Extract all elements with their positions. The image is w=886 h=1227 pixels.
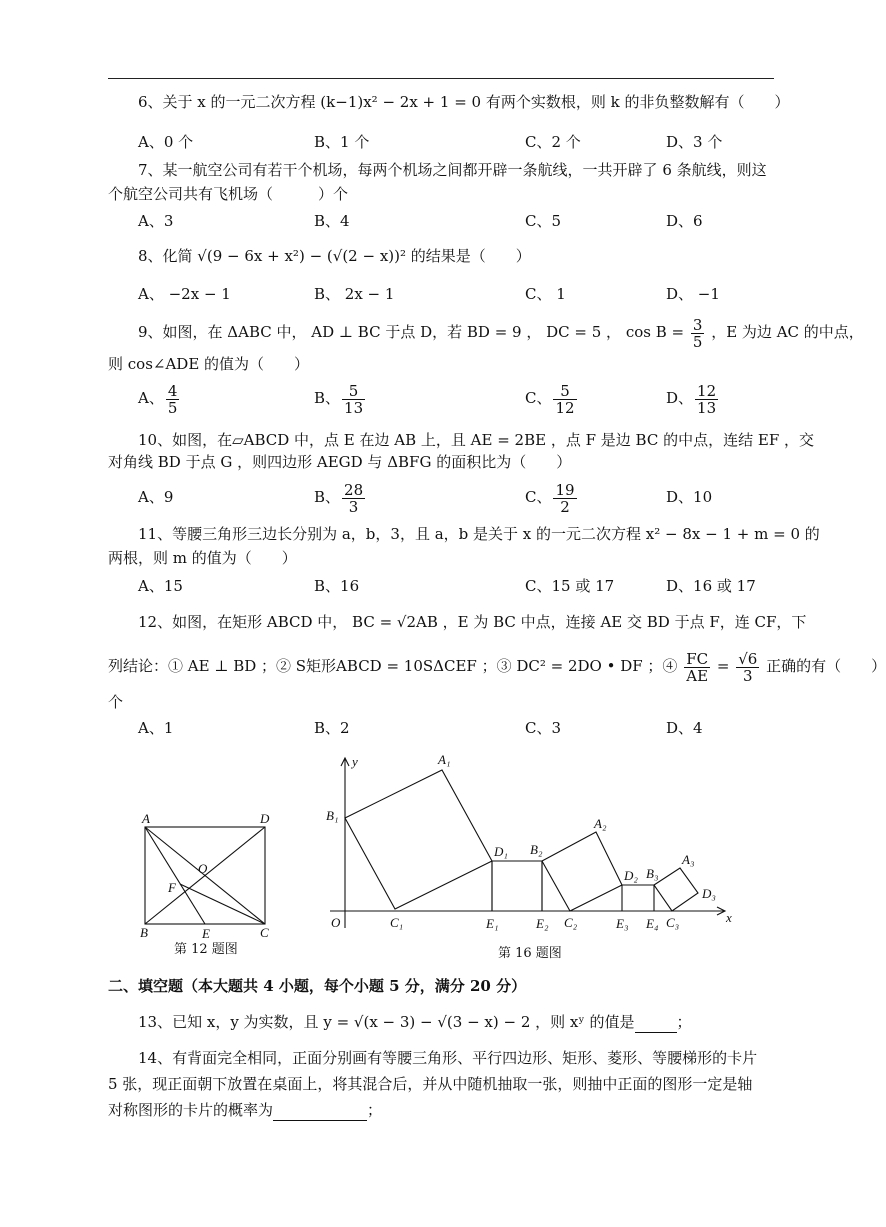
question-9-stem — [138, 314, 864, 350]
question-7-stem: 7、某一航空公司有若干个机场，每两个机场之间都开辟一条航线，一共开辟了 6 条航线，则这 — [138, 161, 767, 179]
question-6-stem: 6、关于 x 的一元二次方程 (k−1)x² − 2x + 1 = 0 有两个实数根，则 k 的非负整数解有（ ） — [138, 93, 790, 111]
question-8-option-c[interactable]: C、 1 — [525, 285, 566, 303]
question-14-stem-cont: 5 张，现正面朝下放置在桌面上，将其混合后，并从中随机抽取一张，则抽中正面的图形一定是轴 — [108, 1075, 753, 1093]
question-12-option-d[interactable]: D、4 — [666, 719, 703, 737]
question-8-option-d[interactable]: D、 −1 — [666, 285, 720, 303]
question-8-stem: 8、化简 √(9 − 6x + x²) − (√(2 − x))² 的结果是（ ） — [138, 247, 531, 265]
figure-12-caption: 第 12 题图 — [174, 942, 238, 957]
question-14-answer-blank[interactable] — [273, 1100, 367, 1121]
question-9-option-a[interactable]: A、 $\frac{4}{5}$ — [138, 381, 178, 417]
question-11-option-b[interactable]: B、16 — [314, 577, 360, 595]
question-10-stem: 10、如图，在▱ABCD 中，点 E 在边 AB 上，且 AE = 2BE ，点 F 是边 BC 的中点，连结 EF ，交 — [138, 431, 814, 449]
question-7-option-d[interactable]: D、6 — [666, 212, 703, 230]
fig16-label-e2: E₂ — [536, 916, 549, 931]
question-11-option-a[interactable]: A、15 — [138, 577, 183, 595]
question-6-option-c[interactable]: C、2 个 — [525, 133, 581, 151]
question-12-stem: 12、如图，在矩形 ABCD 中， BC = √2AB ，E 为 BC 中点，连接 AE 交 BD 于点 F，连 CF，下 — [138, 613, 807, 631]
question-6-option-d[interactable]: D、3 个 — [666, 133, 723, 151]
fig12-label-a: A — [142, 811, 150, 826]
fig16-label-d1: D₁ — [494, 844, 508, 859]
fig16-label-e4: E₄ — [646, 916, 659, 931]
question-7-option-a[interactable]: A、3 — [138, 212, 174, 230]
question-10-option-c[interactable]: C、 $\frac{19}{2}$ — [525, 480, 575, 516]
question-11-option-d[interactable]: D、16 或 17 — [666, 577, 756, 595]
section-2-title: 二、填空题（本大题共 4 小题，每个小题 5 分，满分 20 分） — [108, 977, 527, 995]
question-12-fraction-root6-3: $\frac{√6}{3}$ — [738, 649, 758, 685]
question-10-option-d[interactable]: D、10 — [666, 488, 713, 506]
fig12-label-o: O — [198, 861, 208, 876]
fig16-label-a2: A₂ — [594, 816, 607, 831]
question-11-stem: 11、等腰三角形三边长分别为 a，b，3，且 a，b 是关于 x 的一元二次方程 x² − 8x − 1 + m = 0 的 — [138, 525, 820, 543]
fig12-label-b: B — [140, 925, 148, 940]
figure-16-caption: 第 16 题图 — [498, 946, 562, 961]
fig12-label-e: E — [202, 926, 210, 941]
fig16-label-b3: B₃ — [646, 866, 659, 881]
question-12-option-b[interactable]: B、2 — [314, 719, 350, 737]
question-9-option-d[interactable]: D、 $\frac{12}{13}$ — [666, 381, 717, 417]
fig16-label-y: y — [352, 754, 358, 769]
fig16-label-d3: D₃ — [702, 886, 716, 901]
fig12-label-c: C — [260, 925, 269, 940]
figure-16 — [320, 750, 740, 940]
question-13-answer-blank[interactable] — [635, 1012, 677, 1033]
fig16-label-c1: C₁ — [390, 915, 404, 930]
question-10-option-a[interactable]: A、9 — [138, 488, 174, 506]
question-6-option-a[interactable]: A、0 个 — [138, 133, 194, 151]
fig16-label-b1: B₁ — [326, 808, 339, 823]
figure-12 — [130, 811, 280, 941]
question-14-stem-cont2: 对称图形的卡片的概率为 ； — [108, 1101, 383, 1119]
fig16-label-e3: E₃ — [616, 916, 629, 931]
question-14-stem: 14、有背面完全相同，正面分别画有等腰三角形、平行四边形、矩形、菱形、等腰梯形的卡片 — [138, 1049, 758, 1067]
question-8-option-a[interactable]: A、 −2x − 1 — [138, 285, 231, 303]
question-6-option-b[interactable]: B、1 个 — [314, 133, 370, 151]
header-rule — [108, 78, 774, 79]
question-11-stem-cont: 两根，则 m 的值为（ ） — [108, 549, 297, 567]
question-9-stem-pre: 9、如图，在 ΔABC 中， AD ⊥ BC 于点 D，若 BD = 9 ， DC = 5 ， cos B = — [138, 323, 685, 341]
fig16-label-c3: C₃ — [666, 915, 680, 930]
fig16-label-a3: A₃ — [682, 852, 695, 867]
fig16-label-a1: A₁ — [438, 752, 451, 767]
question-12-stem-cont: 列结论：① AE ⊥ BD ；② S矩形ABCD = 10SΔCEF ；③ DC² = 2DO • DF ；④ $\frac{FC}{AE}$ = $\frac{√6}{3}$ 正确的有（ ） — [108, 649, 886, 685]
question-12-option-c[interactable]: C、3 — [525, 719, 562, 737]
fig12-label-f: F — [168, 880, 176, 895]
question-12-stem-cont2: 个 — [108, 693, 124, 711]
question-9-stem-cont: 则 cos∠ADE 的值为（ ） — [108, 355, 310, 373]
question-12-option-a[interactable]: A、1 — [138, 719, 174, 737]
fig16-label-c2: C₂ — [564, 915, 578, 930]
fig16-label-x: x — [726, 910, 732, 925]
question-7-stem-cont: 个航空公司共有飞机场（ ）个 — [108, 185, 349, 203]
question-9-cos-fraction: $\frac{3}{5}$ — [692, 315, 703, 351]
question-10-option-b[interactable]: B、 $\frac{28}{3}$ — [314, 480, 364, 516]
question-11-option-c[interactable]: C、15 或 17 — [525, 577, 615, 595]
question-10-stem-cont: 对角线 BD 于点 G ，则四边形 AEGD 与 ΔBFG 的面积比为（ ） — [108, 453, 572, 471]
question-12-fraction-fc-ae: $\frac{FC}{AE}$ — [686, 649, 709, 685]
question-7-option-b[interactable]: B、4 — [314, 212, 350, 230]
question-9-option-b[interactable]: B、 $\frac{5}{13}$ — [314, 381, 364, 417]
question-9-option-c[interactable]: C、 $\frac{5}{12}$ — [525, 381, 575, 417]
question-8-option-b[interactable]: B、 2x − 1 — [314, 285, 395, 303]
fig16-label-d2: D₂ — [624, 868, 638, 883]
question-9-stem-post: ，E 为边 AC 的中点， — [711, 323, 864, 341]
question-13-stem: 13、已知 x，y 为实数，且 y = √(x − 3) − √(3 − x) − 2 ，则 xʸ 的值是 ； — [138, 1013, 692, 1031]
fig16-label-o: O — [331, 915, 341, 930]
fig16-label-e1: E₁ — [486, 916, 499, 931]
fig16-label-b2: B₂ — [530, 842, 543, 857]
fig12-label-d: D — [260, 811, 270, 826]
question-7-option-c[interactable]: C、5 — [525, 212, 562, 230]
